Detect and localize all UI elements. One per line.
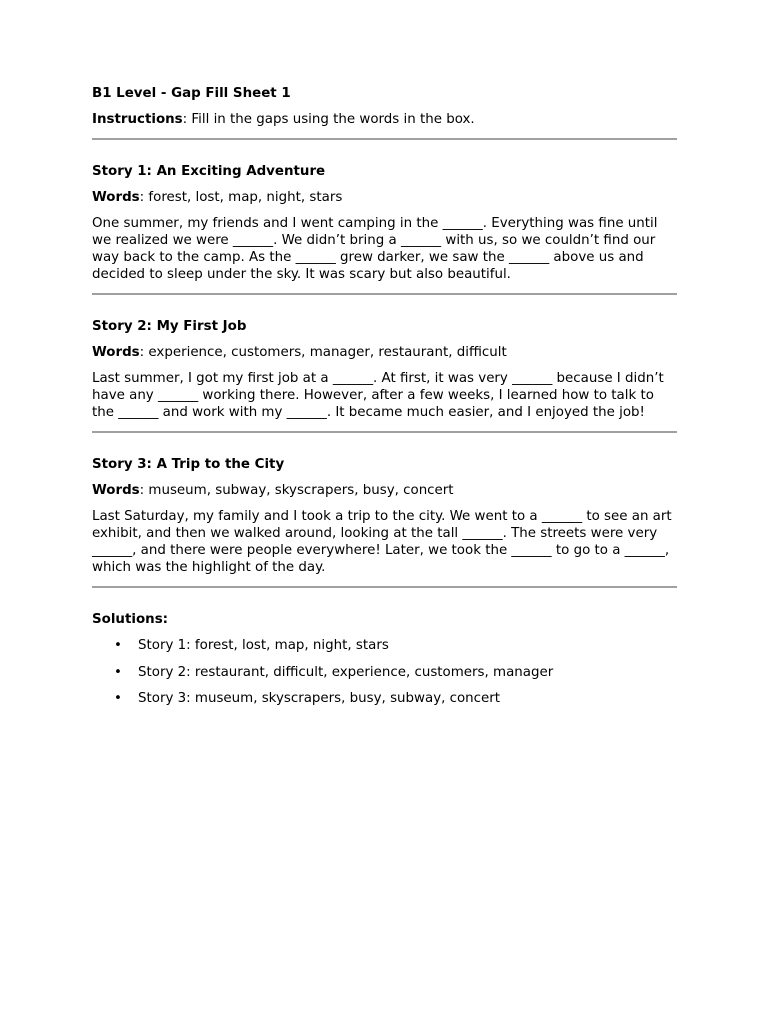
divider	[92, 138, 677, 140]
divider	[92, 293, 677, 295]
solutions-list	[92, 637, 677, 707]
word-list: : forest, lost, map, night, stars	[139, 190, 343, 205]
list-item	[92, 664, 677, 681]
story-text: Last Saturday, my family and I took a trip to the city. We went to a ______ to see an art exhibit, and then we walked around, looking at the tall ______. The streets were very ______, and there were people everywhere! Later, we took the ______ to go to a ______, which was the highlight of the day.	[92, 509, 672, 575]
word-box	[92, 189, 677, 206]
words-label: Words	[92, 483, 140, 498]
story-2	[92, 318, 677, 421]
bullet-icon: •	[114, 638, 122, 653]
story-title: Story 3: A Trip to the City	[92, 457, 285, 472]
list-item	[92, 637, 677, 654]
word-list: : museum, subway, skyscrapers, busy, concert	[139, 483, 454, 498]
divider	[92, 586, 677, 588]
solution-text: Story 2: restaurant, difficult, experience, customers, manager	[138, 664, 554, 680]
bullet-icon: •	[114, 664, 122, 680]
word-list: : experience, customers, manager, restaurant, difficult	[139, 345, 507, 360]
solutions-section	[92, 611, 677, 707]
bullet-icon: •	[114, 691, 122, 706]
list-item	[92, 690, 677, 707]
words-label: Words	[92, 345, 140, 360]
story-text: Last summer, I got my first job at a ______. At first, it was very ______ because I didn’t have any ______ working there. However, after a few weeks, I learned how to talk to the ______ and work with my ______. It became much easier, and I enjoyed the job!	[92, 371, 664, 420]
words-label: Words	[92, 190, 140, 205]
solution-text: Story 1: forest, lost, map, night, stars	[138, 638, 389, 653]
word-box	[92, 482, 677, 499]
story-title: Story 2: My First Job	[92, 319, 247, 334]
worksheet-content	[92, 85, 677, 717]
story-title: Story 1: An Exciting Adventure	[92, 164, 326, 179]
solution-text: Story 3: museum, skyscrapers, busy, subway, concert	[138, 691, 501, 706]
instructions	[92, 111, 677, 128]
document-title: B1 Level - Gap Fill Sheet 1	[92, 86, 291, 101]
instructions-text: : Fill in the gaps using the words in the box.	[182, 112, 475, 127]
story-text: One summer, my friends and I went camping in the ______. Everything was fine until we realized we were ______. We didn’t bring a ______ with us, so we couldn’t find our way back to the camp. As the ______ grew darker, we saw the ______ above us and decided to sleep under the sky. It was scary but also beautiful.	[92, 216, 658, 282]
divider	[92, 431, 677, 433]
story-3	[92, 456, 677, 576]
instructions-label: Instructions	[92, 112, 183, 127]
story-1	[92, 163, 677, 283]
solutions-title: Solutions:	[92, 612, 169, 627]
word-box	[92, 344, 677, 361]
